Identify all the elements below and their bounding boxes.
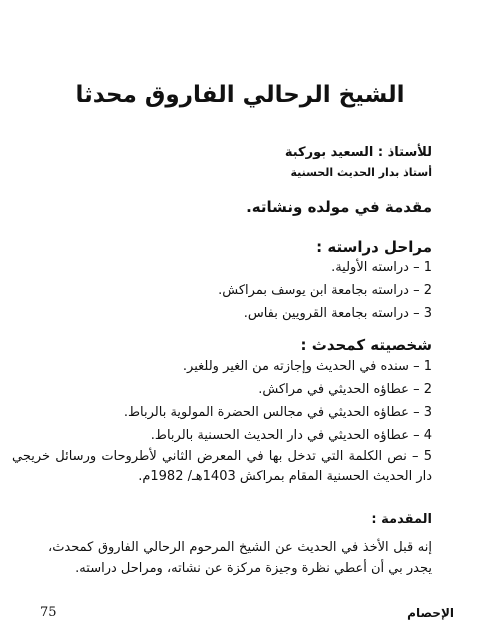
list-item: 2 – عطاؤه الحديثي في مراكش. (258, 382, 432, 397)
stages-heading: مراحل دراسته : (316, 238, 432, 256)
list-item: 3 – دراسته بجامعة القرويين بفاس. (243, 306, 432, 321)
list-item: 5 – نص الكلمة التي تدخل بها في المعرض الثاني لأطروحات ورسائل خريجي دار الحديث الحسنية المقام بمراكش 1403هـ/ 1982م. (12, 449, 432, 484)
journal-name: الإحصام (407, 606, 454, 620)
list-item: 1 – دراسته الأولية. (331, 260, 432, 275)
personality-heading: شخصيته كمحدث : (300, 336, 432, 354)
introduction-paragraph: إنه قبل الأخذ في الحديث عن الشيخ المرحوم الرحالي الفاروق كمحدث، يجدر بي أن أعطي نظرة وجيزة مركزة عن نشاته، ومراحل دراسته. (48, 540, 432, 576)
article-title: الشيخ الرحالي الفاروق محدثا (75, 82, 405, 108)
list-item: 4 – عطاؤه الحديثي في دار الحديث الحسنية بالرباط. (150, 428, 432, 443)
page-number: 75 (40, 605, 57, 620)
introduction-heading: المقدمة : (371, 512, 432, 527)
author-name: للأستاذ : السعيد بوركبة (284, 145, 432, 160)
stages-list (12, 256, 432, 325)
intro-heading: مقدمة في مولده ونشاته. (246, 198, 432, 216)
list-item: 3 – عطاؤه الحديثي في مجالس الحضرة المولوية بالرباط. (123, 405, 432, 420)
author-role: أستاذ بدار الحديث الحسنية (290, 166, 432, 179)
author-block (232, 145, 432, 179)
personality-list (12, 355, 432, 487)
list-item: 2 – دراسته بجامعة ابن يوسف بمراكش. (218, 283, 432, 298)
list-item: 1 – سنده في الحديث وإجازته من الغير وللغير. (182, 359, 432, 374)
